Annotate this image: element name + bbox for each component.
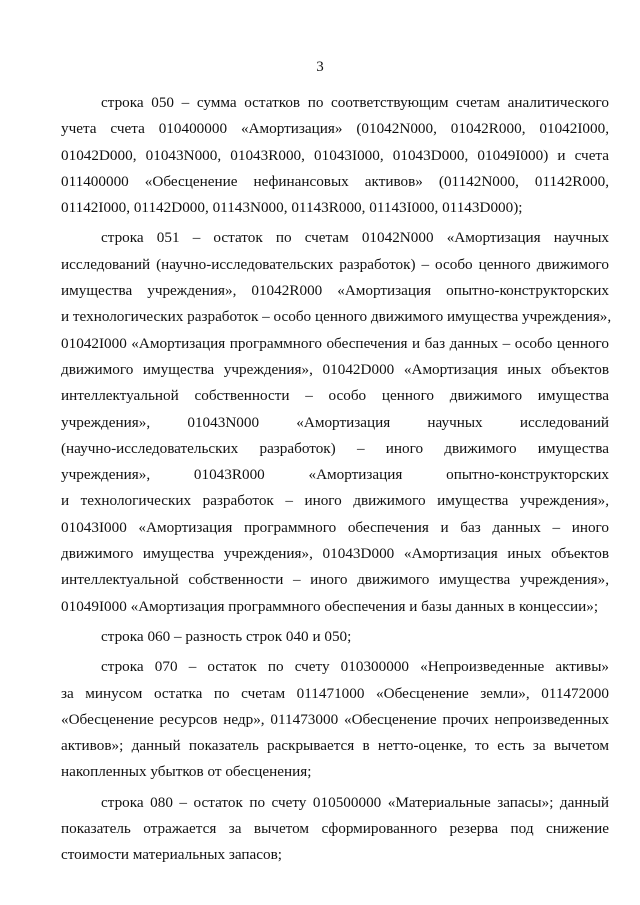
paragraph-stroka-080	[61, 790, 609, 869]
text-line: учреждения», 01043N000 «Амортизация научных исследований	[61, 413, 609, 431]
text-line: стоимости материальных запасов;	[61, 846, 282, 864]
paragraph-stroka-050	[61, 90, 609, 221]
page-number: 3	[316, 59, 324, 75]
text-line: 011400000 «Обесценение нефинансовых активов» (01142N000, 01142R000,	[61, 172, 609, 190]
text-line: показатель отражается за вычетом сформированного резерва под снижение	[61, 820, 609, 838]
text-line: строка 060 – разность строк 040 и 050;	[101, 627, 352, 645]
text-line: и технологических разработок – иного движимого имущества учреждения»,	[61, 492, 609, 510]
text-line: «Обесценение ресурсов недр», 011473000 «Обесценение прочих непроизведенных	[61, 710, 609, 728]
text-line: 01042D000, 01043N000, 01043R000, 01043I000, 01043D000, 01049I000) и счета	[61, 146, 609, 164]
text-line: 01042I000 «Амортизация программного обеспечения и баз данных – особо ценного	[61, 334, 609, 352]
text-line: строка 080 – остаток по счету 010500000 «Материальные запасы»; данный	[101, 793, 609, 811]
text-line: строка 070 – остаток по счету 010300000 «Непроизведенные активы»	[101, 658, 609, 676]
text-line: исследований (научно-исследовательских разработок) – особо ценного движимого	[61, 255, 609, 273]
text-line: имущества учреждения», 01042R000 «Амортизация опытно-конструкторских	[61, 282, 609, 300]
text-line: движимого имущества учреждения», 01042D000 «Амортизация иных объектов	[61, 360, 609, 378]
paragraph-stroka-060	[61, 624, 609, 650]
text-line: активов»; данный показатель раскрывается в нетто-оценке, то есть за вычетом	[61, 737, 609, 755]
text-line: интеллектуальной собственности – особо ценного движимого имущества	[61, 387, 609, 405]
text-line: (научно-исследовательских разработок) – иного движимого имущества	[61, 439, 609, 457]
text-line: 01049I000 «Амортизация программного обеспечения и базы данных в концессии»;	[61, 597, 599, 615]
text-line: строка 050 – сумма остатков по соответствующим счетам аналитического	[101, 94, 609, 111]
text-line: учета счета 010400000 «Амортизация» (01042N000, 01042R000, 01042I000,	[61, 120, 609, 138]
text-line: учреждения», 01043R000 «Амортизация опытно-конструкторских	[61, 466, 609, 484]
text-line: накопленных убытков от обесценения;	[61, 763, 312, 781]
text-line: движимого имущества учреждения», 01043D000 «Амортизация иных объектов	[61, 545, 609, 563]
paragraph-stroka-051	[61, 225, 612, 619]
paragraph-stroka-070	[61, 654, 609, 785]
text-line: интеллектуальной собственности – иного движимого имущества учреждения»,	[61, 571, 609, 589]
text-line: 01043I000 «Амортизация программного обеспечения и баз данных – иного	[61, 518, 609, 536]
text-line: 01142I000, 01142D000, 01143N000, 01143R000, 01143I000, 01143D000);	[61, 199, 523, 217]
text-line: и технологических разработок – особо ценного движимого имущества учреждения»,	[61, 308, 612, 326]
text-line: строка 051 – остаток по счетам 01042N000 «Амортизация научных	[101, 229, 609, 247]
text-line: за минусом остатка по счетам 011471000 «Обесценение земли», 011472000	[61, 684, 609, 702]
document-body	[61, 90, 612, 873]
